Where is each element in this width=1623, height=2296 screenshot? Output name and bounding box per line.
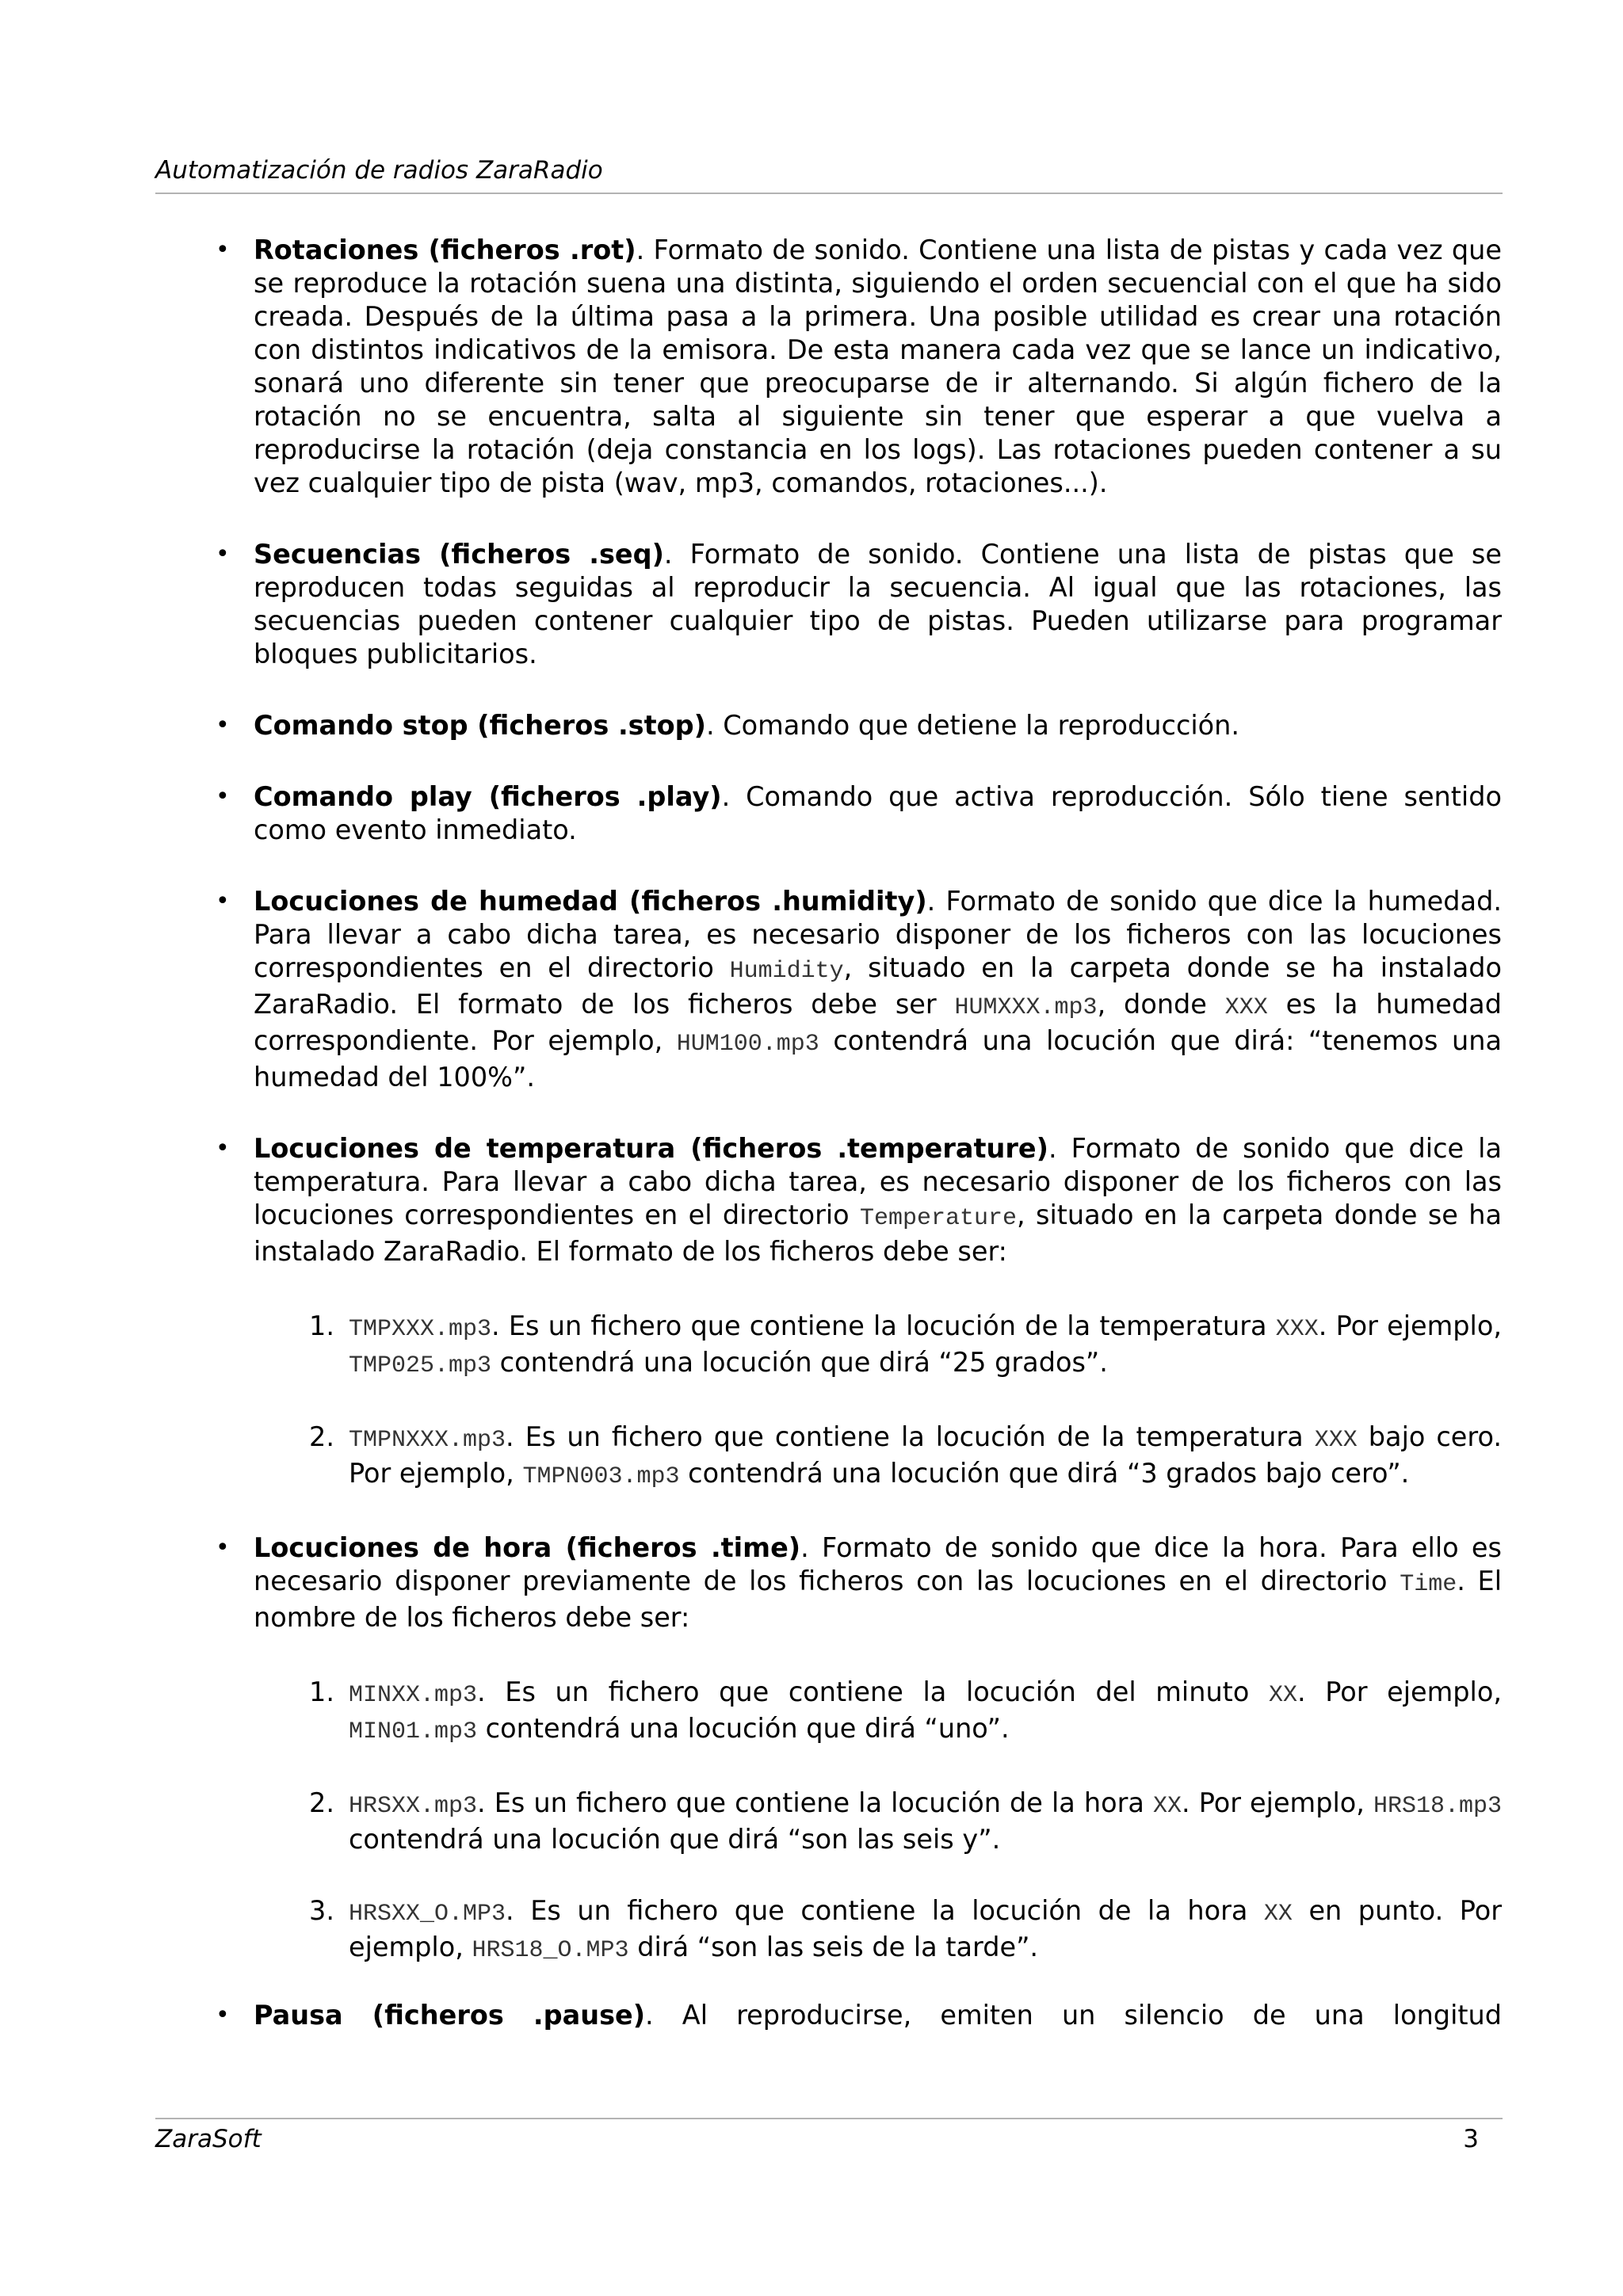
item-text: . Comando que activa reproducción. Sólo tiene sentido como evento inmediato. [254, 781, 1502, 845]
list-item-humedad [216, 885, 1502, 1094]
item-text: , situado en la carpeta donde se ha instalado ZaraRadio. El formato de los ficheros debe ser: [254, 1199, 1502, 1267]
item-title: Locuciones de hora (ficheros .time) [254, 1532, 801, 1563]
item-text: . Formato de sonido. Contiene una lista de pistas y cada vez que se reproduce la rotación suena una distinta, siguiendo el orden secuencial con el que ha sido creada. Después de la última pasa a la primera. Una posible utilidad es crear una rotación con distintos indicativos de la emisora. De esta manera cada vez que se lance un indicativo, sonará uno diferente sin tener que preocuparse de ir alternando. Si algún fichero de la rotación no se encuentra, salta al siguiente sin tener que esperar a que vuelva a reproducirse la rotación (deja constancia en los logs). Las rotaciones pueden contener a su vez cualquier tipo de pista (wav, mp3, comandos, rotaciones...). [254, 235, 1502, 498]
list-item-temperatura [216, 1132, 1503, 1493]
document-body [216, 234, 1503, 2070]
list-item-comando-play [216, 780, 1502, 847]
code-placeholder: XXX [1314, 1427, 1358, 1454]
item-text: , situado en la carpeta donde se ha instalado ZaraRadio. El formato de los ficheros debe ser [254, 952, 1502, 1020]
code-filename: HRS18.mp3 [1373, 1793, 1502, 1820]
list-item-secuencias [216, 538, 1502, 671]
item-text: bajo cero. Por ejemplo, [349, 1421, 1503, 1489]
numbered-item [309, 1310, 1502, 1383]
bullet-icon: • [216, 1135, 230, 1162]
header-rule [155, 193, 1503, 194]
item-text: . El nombre de los ficheros debe ser: [254, 1566, 1502, 1633]
code-filename: TMPN003.mp3 [522, 1463, 680, 1490]
code-filename: HUMXXX.mp3 [954, 994, 1098, 1021]
code-placeholder: XX [1263, 1901, 1293, 1928]
item-text: dirá “son las seis de la tarde”. [628, 1932, 1039, 1962]
item-text: contendrá una locución que dirá “3 grados bajo cero”. [679, 1458, 1410, 1489]
item-title: Locuciones de temperatura (ficheros .temperature) [254, 1133, 1048, 1164]
item-text: . Es un fichero que contiene la locución del minuto [477, 1676, 1269, 1707]
item-text: en punto. Por ejemplo, [349, 1895, 1503, 1962]
numbered-item [309, 1894, 1503, 1967]
code-filename: HRS18_O.MP3 [472, 1937, 629, 1964]
bullet-icon: • [216, 1534, 230, 1562]
code-filename: HRSXX_O.MP3 [349, 1901, 506, 1928]
code-filename: TMPXXX.mp3 [349, 1316, 492, 1343]
bullet-icon: • [216, 540, 230, 568]
item-text: contendrá una locución que dirá “son las seis y”. [349, 1824, 1001, 1855]
numbered-item [309, 1787, 1502, 1856]
item-number: 3. [309, 1895, 334, 1926]
item-number: 1. [309, 1310, 334, 1341]
code-filename: TMPNXXX.mp3 [349, 1427, 506, 1454]
item-text: . Formato de sonido que dice la humedad. Para llevar a cabo dicha tarea, es necesario disponer de los ficheros con las locuciones correspondientes en el directorio [254, 886, 1502, 983]
code-filename: TMP025.mp3 [349, 1352, 492, 1379]
item-text: . Formato de sonido que dice la hora. Para ello es necesario disponer previamente de los ficheros con las locuciones en el directorio [254, 1532, 1503, 1596]
item-number: 2. [309, 1787, 334, 1818]
code-filename: MINXX.mp3 [349, 1682, 478, 1709]
item-text: . Es un fichero que contiene la locución de la hora [477, 1787, 1153, 1818]
item-text: contendrá una locución que dirá: “tenemos una humedad del 100%”. [254, 1025, 1502, 1093]
item-text: contendrá una locución que dirá “25 grados”. [491, 1347, 1108, 1378]
code-filename: MIN01.mp3 [349, 1718, 478, 1745]
item-text: . Comando que detiene la reproducción. [705, 710, 1240, 741]
item-text: . Es un fichero que contiene la locución de la temperatura [491, 1310, 1276, 1341]
code-placeholder: XXX [1224, 994, 1268, 1021]
item-text: , donde [1097, 989, 1225, 1020]
bullet-icon: • [216, 711, 230, 739]
bullet-icon: • [216, 783, 230, 810]
item-text: . Es un fichero que contiene la locución de la temperatura [506, 1421, 1315, 1452]
code-placeholder: XX [1268, 1682, 1297, 1709]
item-number: 1. [309, 1676, 334, 1707]
item-title: Pausa (ficheros .pause) [254, 2000, 646, 2031]
numbered-item [309, 1676, 1502, 1749]
bullet-icon: • [216, 887, 230, 915]
item-text: . Por ejemplo, [1181, 1787, 1373, 1818]
item-title: Locuciones de humedad (ficheros .humidity) [254, 886, 927, 917]
code-placeholder: XXX [1275, 1316, 1319, 1343]
item-text: contendrá una locución que dirá “uno”. [477, 1713, 1010, 1744]
item-text: . Formato de sonido. Contiene una lista de pistas que se reproducen todas seguidas al reproducir la secuencia. Al igual que las rotaciones, las secuencias pueden contener cualquier tipo de pistas. Pueden utilizarse para programar bloques publicitarios. [254, 539, 1502, 669]
item-title: Rotaciones (ficheros .rot) [254, 235, 636, 265]
code-directory: Time [1400, 1571, 1457, 1598]
numbered-item [309, 1421, 1503, 1493]
code-directory: Humidity [729, 958, 844, 985]
page-number: 3 [1463, 2125, 1479, 2153]
running-footer: ZaraSoft [155, 2125, 262, 2153]
code-filename: HUM100.mp3 [676, 1031, 819, 1058]
code-placeholder: XX [1152, 1793, 1182, 1820]
item-title: Comando play (ficheros .play) [254, 781, 722, 812]
item-text: . Formato de sonido que dice la temperatura. Para llevar a cabo dicha tarea, es necesario disponer de los ficheros con las locuciones correspondientes en el directorio [254, 1133, 1502, 1230]
running-header: Automatización de radios ZaraRadio [155, 156, 603, 185]
code-filename: HRSXX.mp3 [349, 1793, 478, 1820]
footer-rule [155, 2118, 1503, 2119]
list-item-hora [216, 1531, 1503, 1967]
item-text: . Es un fichero que contiene la locución de la hora [506, 1895, 1264, 1926]
item-title: Comando stop (ficheros .stop) [254, 710, 706, 741]
item-text: es la humedad correspondiente. Por ejemplo, [254, 989, 1502, 1056]
list-item-pausa [216, 1999, 1503, 2032]
bullet-icon: • [216, 236, 230, 264]
item-title: Secuencias (ficheros .seq) [254, 539, 664, 570]
bullet-icon: • [216, 2001, 230, 2029]
item-text: . Por ejemplo, [1296, 1676, 1502, 1707]
list-item-comando-stop [216, 709, 1502, 742]
list-item-rotaciones [216, 234, 1502, 500]
code-directory: Temperature [860, 1205, 1018, 1232]
item-number: 2. [309, 1421, 334, 1452]
item-text: . Por ejemplo, [1318, 1310, 1502, 1341]
item-text: . Al reproducirse, emiten un silencio de una longitud [645, 2000, 1503, 2031]
